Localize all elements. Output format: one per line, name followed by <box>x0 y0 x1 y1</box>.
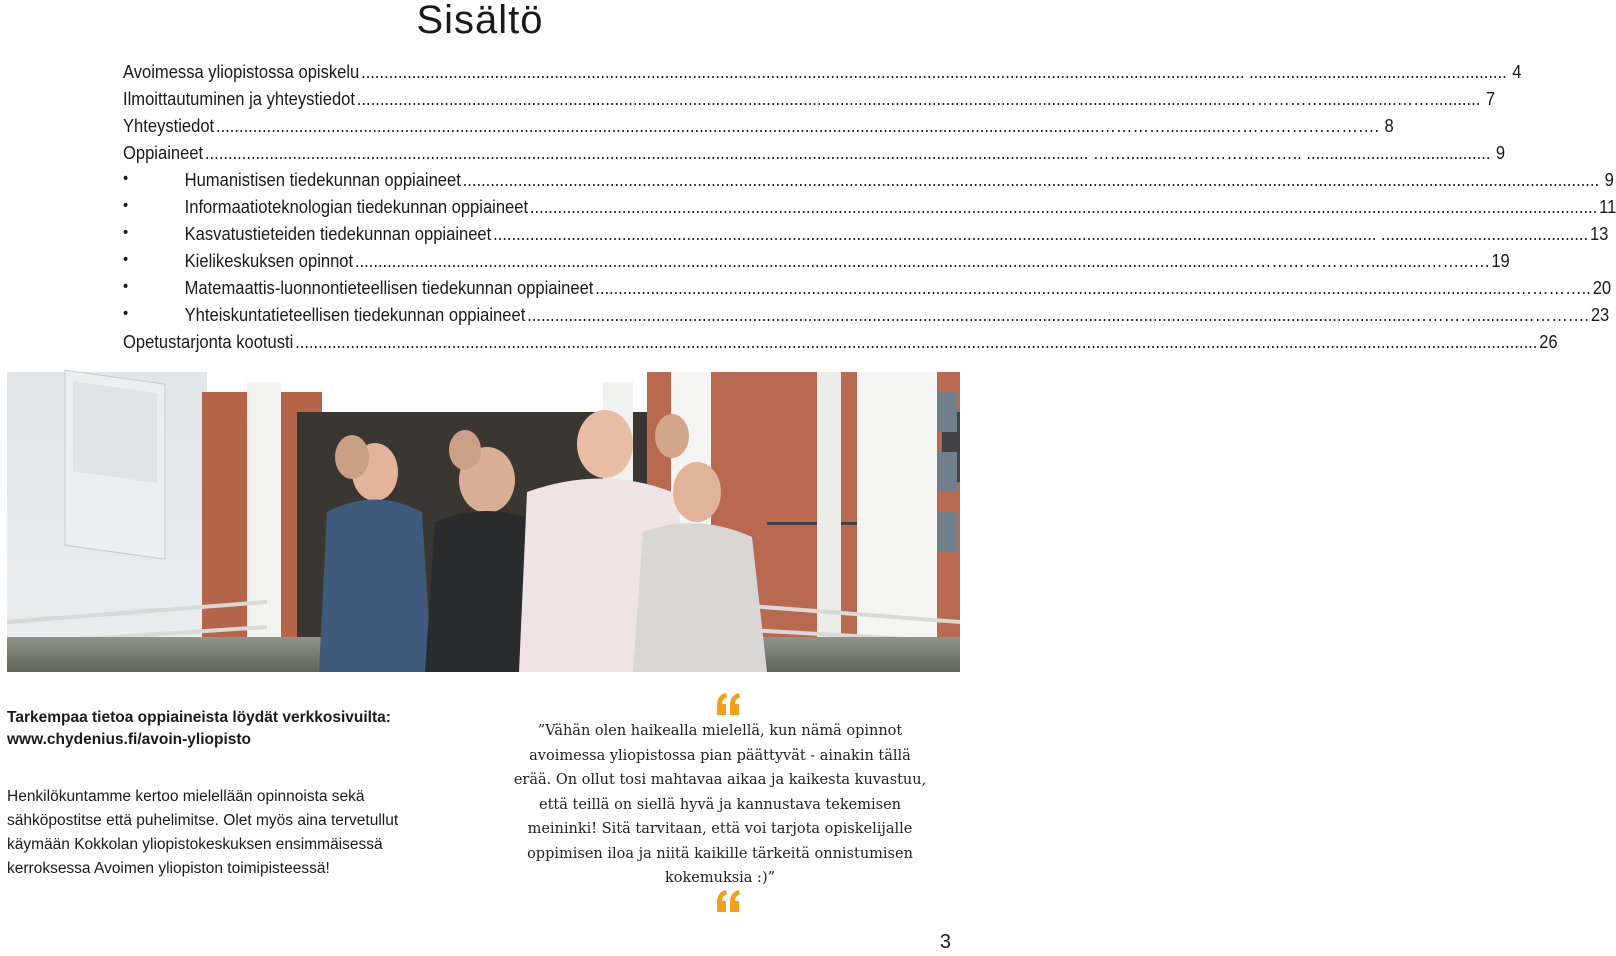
quote-text: ”Vähän olen haikealla mielellä, kun nämä opinnot avoimessa yliopistossa pian päättyvät - ainakin tällä erää. On ollut tosi mahtavaa aikaa ja kaikesta kuvastuu, että teillä on siellä hyvä ja kannustava tekemisen meininki! Sitä tarvitaan, että voi tarjota opiskelijalle oppimisen iloa ja niitä kaikille tärkeitä onnistumisen kokemuksia :)” <box>513 723 927 886</box>
group-photo <box>7 372 960 672</box>
toc-page-number: 9 <box>1604 170 1614 190</box>
bullet-icon: • <box>123 305 129 322</box>
table-of-contents <box>123 62 1616 359</box>
toc-page-number: 4 <box>1512 62 1522 82</box>
toc-leader: ..... ........………….. <box>595 278 1591 299</box>
info-body: Henkilökuntamme kertoo mielellään opinnoista sekä sähköpostitse että puhelimitse. Olet myös aina tervetullut käymään Kokkolan yliopistokeskuksen ensimmäisessä kerroksessa Avoimen yliopiston toimipisteessä! <box>7 788 399 877</box>
toc-entry[interactable] <box>123 224 1609 251</box>
toc-entry[interactable] <box>123 116 1394 143</box>
toc-entry-label: Kasvatustieteiden tiedekunnan oppiaineet <box>184 224 492 244</box>
toc-leader: ..... ……………………............……..…. <box>355 251 1490 272</box>
page-title: Sisältö <box>416 0 544 42</box>
toc-page-number: 9 <box>1495 143 1506 163</box>
toc-entry[interactable] <box>123 332 1558 359</box>
toc-entry[interactable] <box>123 197 1616 224</box>
toc-leader: ..... ....................................................... <box>463 170 1599 191</box>
toc-entry-label: Informaatioteknologian tiedekunnan oppiaineet <box>184 197 529 217</box>
toc-page-number: 11 <box>1599 197 1616 217</box>
page-number: 3 <box>939 931 951 953</box>
bullet-icon: • <box>123 170 129 187</box>
toc-leader: ..... ........................................ <box>530 197 1597 218</box>
toc-leader: ..... ……...........………………….. ........................................ <box>205 143 1490 164</box>
toc-page-number: 8 <box>1384 116 1394 136</box>
toc-page-number: 19 <box>1491 251 1510 271</box>
toc-leader: ..... ………….............………………………. <box>216 116 1379 137</box>
toc-leader: ..... ........................................................ <box>361 62 1507 83</box>
bullet-icon: • <box>123 251 129 268</box>
toc-entry[interactable] <box>123 62 1522 89</box>
toc-leader: ..... ……………................……........... <box>357 89 1481 110</box>
toc-entry-label: Avoimessa yliopistossa opiskelu <box>123 62 360 82</box>
toc-leader: ..... .............................................................................. <box>295 332 1537 353</box>
toc-page-number: 20 <box>1592 278 1612 298</box>
toc-entry-label: Yhteystiedot <box>123 116 215 136</box>
toc-page-number: 13 <box>1589 224 1609 244</box>
toc-entry-label: Opetustarjonta kootusti <box>123 332 294 352</box>
toc-entry-label: Oppiaineet <box>123 143 204 163</box>
group-photo-illustration <box>7 372 960 672</box>
toc-entry[interactable] <box>123 278 1612 305</box>
toc-entry[interactable] <box>123 170 1614 197</box>
closing-quote-icon <box>715 888 741 914</box>
toc-entry-label: Kielikeskuksen opinnot <box>184 251 354 271</box>
info-heading: Tarkempaa tietoa oppiaineista löydät verkkosivuilta: <box>7 709 391 726</box>
toc-entry-label: Humanistisen tiedekunnan oppiaineet <box>184 170 461 190</box>
toc-leader: ..... ………….........…………. <box>527 305 1589 326</box>
toc-entry[interactable] <box>123 251 1510 278</box>
toc-entry[interactable] <box>123 305 1610 332</box>
info-section <box>7 707 447 881</box>
toc-entry-label: Yhteiskuntatieteellisen tiedekunnan oppiaineet <box>184 305 526 325</box>
bullet-icon: • <box>123 278 129 295</box>
toc-page-number: 26 <box>1539 332 1558 352</box>
website-link[interactable]: www.chydenius.fi/avoin-yliopisto <box>7 731 252 748</box>
toc-leader: ..... ............................................. <box>493 224 1588 245</box>
bullet-icon: • <box>123 224 129 241</box>
toc-entry[interactable] <box>123 89 1496 116</box>
toc-page-number: 23 <box>1590 305 1610 325</box>
toc-entry-label: Ilmoittautuminen ja yhteystiedot <box>123 89 355 109</box>
toc-entry[interactable] <box>123 143 1506 170</box>
opening-quote-icon <box>715 691 741 717</box>
toc-page-number: 7 <box>1485 89 1496 109</box>
toc-entry-label: Matemaattis-luonnontieteellisen tiedekunnan oppiaineet <box>184 278 594 298</box>
bullet-icon: • <box>123 197 129 214</box>
